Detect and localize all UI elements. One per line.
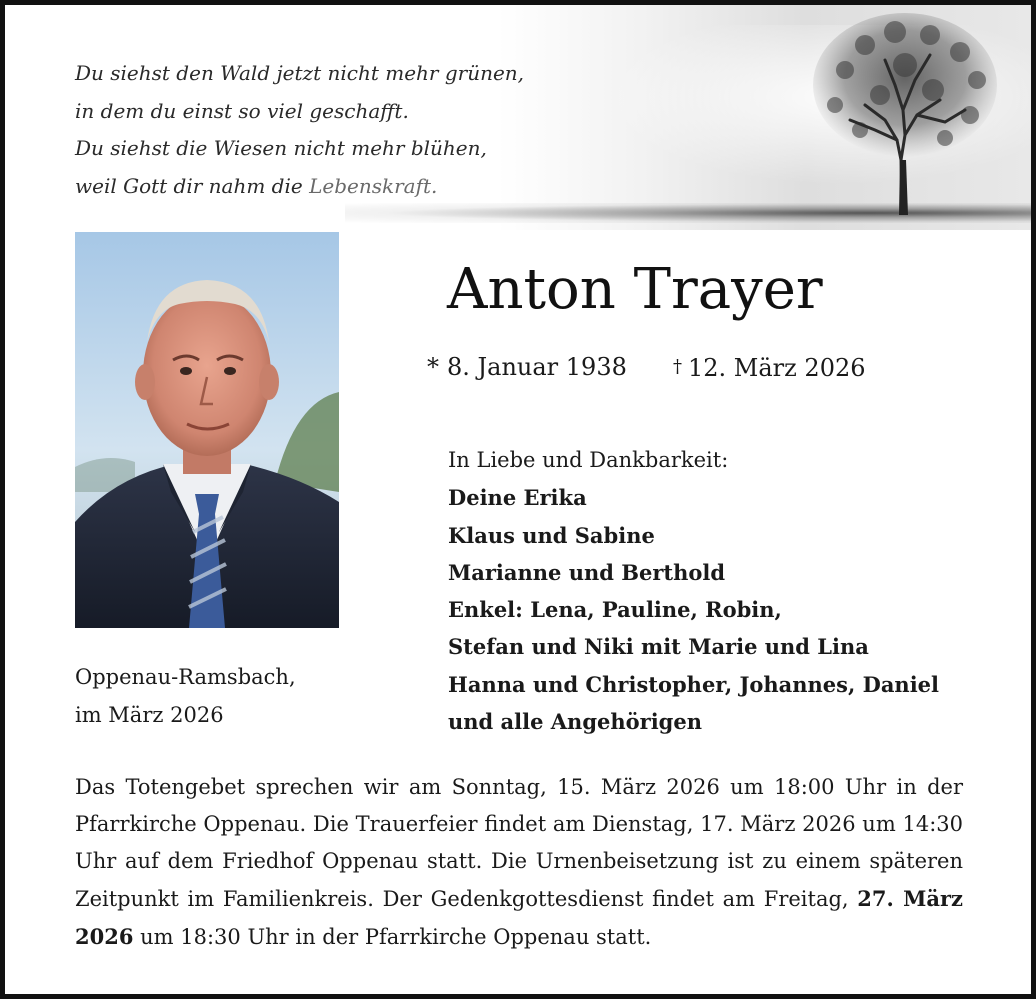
- family-member: Marianne und Berthold: [448, 559, 726, 585]
- tree-illustration: [805, 10, 1005, 215]
- poem-line-text: weil Gott dir nahm die: [75, 173, 303, 198]
- notice-text-end: um 18:30 Uhr in der Pfarrkirche Oppenau statt.: [140, 925, 652, 949]
- family-list: [448, 442, 939, 740]
- family-member: Hanna und Christopher, Johannes, Daniel: [448, 671, 940, 697]
- born-date-text: 8. Januar 1938: [447, 353, 627, 381]
- notice-text: Das Totengebet sprechen wir am Sonntag, 15. März 2026 um 18:00 Uhr in der Pfarrkirche Oppenau. Die Trauerfeier findet am Dienstag, 17. März 2026 um 14:30 Uhr auf dem Friedhof Oppenau statt. Die Urnenbeisetzung ist zu einem späteren Zeitpunkt im Familienkreis. Der Gedenkgottesdienst findet am Freitag,: [75, 775, 963, 911]
- family-member: Deine Erika: [448, 485, 587, 511]
- family-member: und alle Angehörigen: [448, 709, 702, 735]
- deceased-name: Anton Trayer: [447, 257, 823, 322]
- family-member: Klaus und Sabine: [448, 522, 655, 548]
- died-date-text: 12. März 2026: [688, 354, 866, 382]
- place-and-date: [75, 659, 296, 734]
- portrait-illustration: [75, 232, 339, 628]
- star-icon: *: [427, 353, 439, 381]
- poem-line: in dem du einst so viel geschafft.: [75, 98, 409, 123]
- funeral-notice: [75, 769, 963, 956]
- notice-highlight-date: 27. März 2026: [75, 886, 963, 949]
- born-date: [427, 353, 627, 381]
- family-intro: In Liebe und Dankbarkeit:: [448, 448, 729, 472]
- poem-line: Du siehst den Wald jetzt nicht mehr grünen,: [75, 61, 525, 85]
- family-member: Enkel: Lena, Pauline, Robin,: [448, 597, 782, 623]
- cross-icon: †: [673, 356, 682, 377]
- family-member: Stefan und Niki mit Marie und Lina: [448, 634, 869, 660]
- poem-line: Du siehst die Wiesen nicht mehr blühen,: [75, 136, 487, 160]
- place-location: Oppenau-Ramsbach,: [75, 665, 296, 689]
- poem: [75, 55, 635, 205]
- poem-last-word: Lebenskraft.: [309, 173, 438, 198]
- life-dates: [427, 351, 866, 383]
- died-date: [673, 351, 866, 384]
- portrait-photo: [75, 232, 339, 628]
- poem-line: [75, 168, 635, 206]
- place-date: im März 2026: [75, 702, 224, 727]
